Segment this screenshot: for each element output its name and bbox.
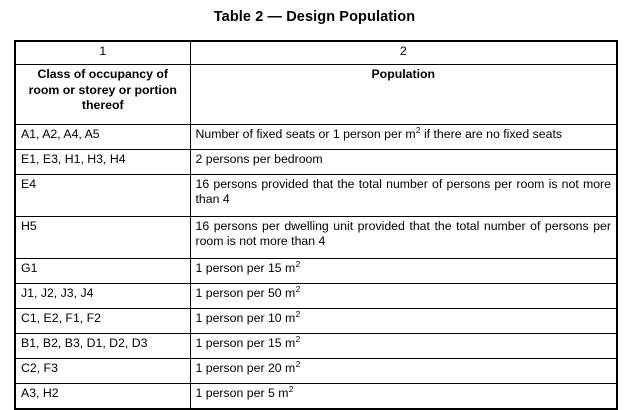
page-title: Table 2 — Design Population xyxy=(213,9,416,25)
column-number-2: 2 xyxy=(190,41,617,65)
table-row xyxy=(15,259,617,284)
cell-population xyxy=(190,217,617,259)
population-text: 16 persons per dwelling unit provided that the total number of persons per room is not more than 4 xyxy=(195,219,611,248)
table-row xyxy=(15,217,617,259)
population-text: 16 persons provided that the total number of persons per room is not more than 4 xyxy=(195,177,611,206)
superscript-exponent: 2 xyxy=(295,308,301,319)
table-row xyxy=(15,384,617,410)
population-text: 1 person per 15 m xyxy=(195,336,296,350)
table-row xyxy=(15,175,617,217)
table-row xyxy=(15,125,617,150)
cell-population xyxy=(190,150,617,175)
table-column-number-row xyxy=(15,41,617,65)
table-row xyxy=(15,284,617,309)
superscript-exponent: 2 xyxy=(295,333,301,344)
population-text: 1 person per 50 m xyxy=(195,286,296,300)
cell-occupancy-class: C1, E2, F1, F2 xyxy=(15,309,190,334)
header-population: Population xyxy=(190,65,617,125)
cell-occupancy-class: A3, H2 xyxy=(15,384,190,410)
cell-occupancy-class: E4 xyxy=(15,175,190,217)
cell-population xyxy=(190,334,617,359)
cell-occupancy-class: H5 xyxy=(15,217,190,259)
cell-population xyxy=(190,284,617,309)
cell-population xyxy=(190,309,617,334)
population-text: 1 person per 10 m xyxy=(195,311,296,325)
cell-occupancy-class: G1 xyxy=(15,259,190,284)
population-text: 2 persons per bedroom xyxy=(195,152,323,166)
column-number-1: 1 xyxy=(15,41,190,65)
superscript-exponent: 2 xyxy=(295,283,301,294)
population-text: Number of fixed seats or 1 person per m xyxy=(195,127,416,141)
table-body xyxy=(15,41,617,409)
population-text-suffix: if there are no fixed seats xyxy=(420,127,563,141)
cell-occupancy-class: E1, E3, H1, H3, H4 xyxy=(15,150,190,175)
population-text: 1 person per 20 m xyxy=(195,361,296,375)
cell-occupancy-class: J1, J2, J3, J4 xyxy=(15,284,190,309)
superscript-exponent: 2 xyxy=(295,258,301,269)
cell-occupancy-class: A1, A2, A4, A5 xyxy=(15,125,190,150)
header-class-of-occupancy: Class of occupancy of room or storey or portion thereof xyxy=(15,65,190,125)
table-row xyxy=(15,334,617,359)
superscript-exponent: 2 xyxy=(295,358,301,369)
cell-population xyxy=(190,175,617,217)
population-text: 1 person per 15 m xyxy=(195,261,296,275)
population-text: 1 person per 5 m xyxy=(195,386,289,400)
cell-population xyxy=(190,125,617,150)
table-row xyxy=(15,359,617,384)
cell-occupancy-class: B1, B2, B3, D1, D2, D3 xyxy=(15,334,190,359)
cell-population xyxy=(190,259,617,284)
table-row xyxy=(15,309,617,334)
superscript-exponent: 2 xyxy=(415,124,421,135)
table-header-row xyxy=(15,65,617,125)
cell-population xyxy=(190,359,617,384)
design-population-table xyxy=(14,40,618,410)
cell-population xyxy=(190,384,617,410)
superscript-exponent: 2 xyxy=(288,383,294,394)
cell-occupancy-class: C2, F3 xyxy=(15,359,190,384)
table-row xyxy=(15,150,617,175)
